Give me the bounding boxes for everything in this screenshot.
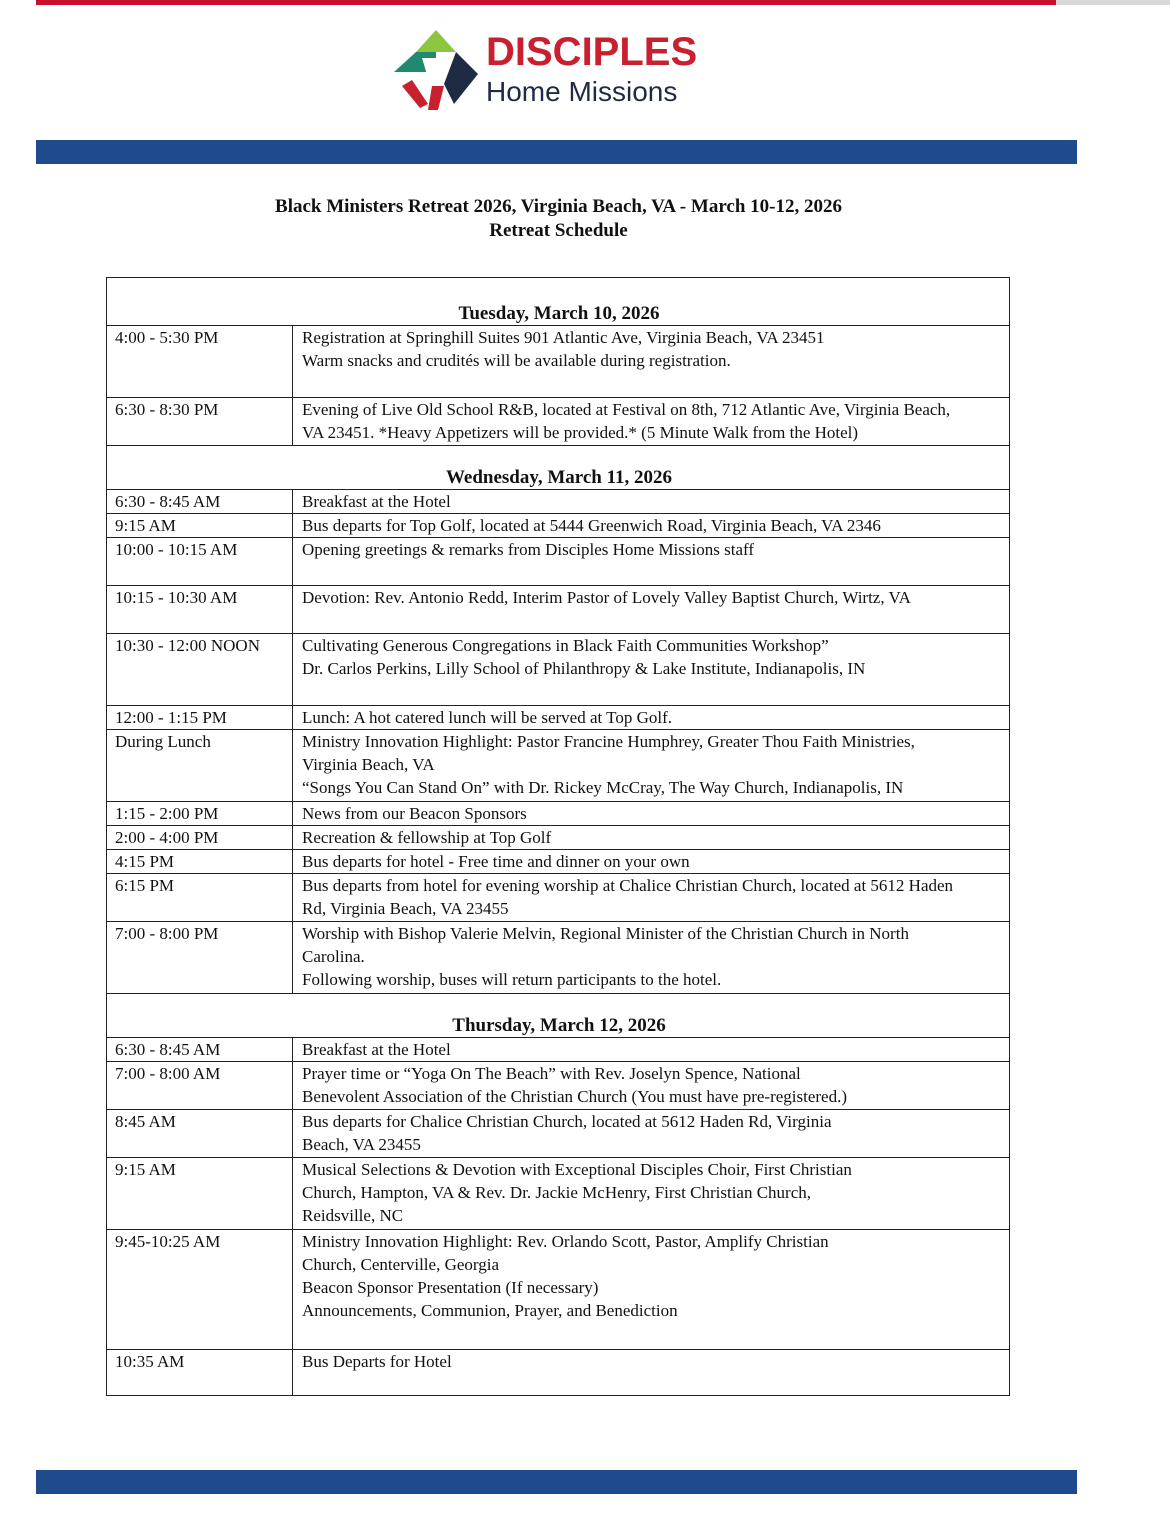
schedule-time: 6:30 - 8:45 AM xyxy=(107,1038,293,1062)
schedule-time: 9:15 AM xyxy=(107,1158,293,1230)
description-line: Rd, Virginia Beach, VA 23455 xyxy=(302,899,509,918)
description-line: Breakfast at the Hotel xyxy=(302,492,451,511)
description-line: Ministry Innovation Highlight: Rev. Orlando Scott, Pastor, Amplify Christian xyxy=(302,1232,829,1251)
schedule-row xyxy=(107,802,1010,826)
schedule-description xyxy=(293,1158,1010,1230)
description-line: Bus departs from hotel for evening worship at Chalice Christian Church, located at 5612 Haden xyxy=(302,876,954,895)
schedule-description xyxy=(293,1110,1010,1158)
schedule-time: 10:00 - 10:15 AM xyxy=(107,538,293,586)
schedule-row xyxy=(107,1350,1010,1396)
description-line: Announcements, Communion, Prayer, and Benediction xyxy=(302,1301,678,1320)
description-line: VA 23451. *Heavy Appetizers will be provided.* (5 Minute Walk from the Hotel) xyxy=(302,423,859,442)
document-title: Black Ministers Retreat 2026, Virginia Beach, VA - March 10-12, 2026 xyxy=(275,196,842,217)
schedule-time: 6:30 - 8:45 AM xyxy=(107,490,293,514)
description-line: Evening of Live Old School R&B, located at Festival on 8th, 712 Atlantic Ave, Virginia Beach, xyxy=(302,400,951,419)
schedule-time: 10:15 - 10:30 AM xyxy=(107,586,293,634)
description-line: Prayer time or “Yoga On The Beach” with Rev. Joselyn Spence, National xyxy=(302,1064,801,1083)
schedule-time: 10:30 - 12:00 NOON xyxy=(107,634,293,706)
description-line: Recreation & fellowship at Top Golf xyxy=(302,828,552,847)
schedule-row xyxy=(107,1062,1010,1110)
schedule-time: 4:15 PM xyxy=(107,850,293,874)
schedule-description xyxy=(293,634,1010,706)
description-line: Church, Hampton, VA & Rev. Dr. Jackie McHenry, First Christian Church, xyxy=(302,1183,812,1202)
logo xyxy=(392,28,698,112)
schedule-row xyxy=(107,634,1010,706)
disciples-chalice-logo-icon xyxy=(392,28,482,112)
schedule-time: 4:00 - 5:30 PM xyxy=(107,326,293,398)
schedule-row xyxy=(107,586,1010,634)
logo-wordmark-home-missions: Home Missions xyxy=(486,76,678,107)
schedule-description xyxy=(293,850,1010,874)
schedule-description xyxy=(293,1038,1010,1062)
schedule-row xyxy=(107,1230,1010,1350)
description-line: Registration at Springhill Suites 901 Atlantic Ave, Virginia Beach, VA 23451 xyxy=(302,328,825,347)
description-line: Benevolent Association of the Christian Church (You must have pre-registered.) xyxy=(302,1087,847,1106)
schedule-time: 10:35 AM xyxy=(107,1350,293,1396)
top-red-rule xyxy=(36,0,1056,5)
schedule-time: 1:15 - 2:00 PM xyxy=(107,802,293,826)
description-line: Carolina. xyxy=(302,947,365,966)
description-line: Devotion: Rev. Antonio Redd, Interim Pastor of Lovely Valley Baptist Church, Wirtz, VA xyxy=(302,588,911,607)
document-subtitle: Retreat Schedule xyxy=(489,220,628,241)
schedule-time: 7:00 - 8:00 AM xyxy=(107,1062,293,1110)
description-line: Beacon Sponsor Presentation (If necessary) xyxy=(302,1278,599,1297)
header-blue-band xyxy=(36,140,1077,164)
description-line: Dr. Carlos Perkins, Lilly School of Philanthropy & Lake Institute, Indianapolis, IN xyxy=(302,659,866,678)
schedule-row xyxy=(107,514,1010,538)
description-line: Lunch: A hot catered lunch will be served at Top Golf. xyxy=(302,708,673,727)
description-line: “Songs You Can Stand On” with Dr. Rickey McCray, The Way Church, Indianapolis, IN xyxy=(302,778,904,797)
schedule-description xyxy=(293,1062,1010,1110)
description-line: Bus Departs for Hotel xyxy=(302,1352,452,1371)
schedule-table xyxy=(106,277,1010,1396)
day-header-wednesday xyxy=(107,446,1010,490)
schedule-description xyxy=(293,1350,1010,1396)
day-header-thursday xyxy=(107,994,1010,1038)
schedule-description xyxy=(293,730,1010,802)
schedule-time: 9:15 AM xyxy=(107,514,293,538)
schedule-row xyxy=(107,922,1010,994)
schedule-row xyxy=(107,1110,1010,1158)
schedule-row xyxy=(107,1158,1010,1230)
description-line: Opening greetings & remarks from Disciples Home Missions staff xyxy=(302,540,755,559)
description-line: Musical Selections & Devotion with Exceptional Disciples Choir, First Christian xyxy=(302,1160,852,1179)
schedule-time: 6:30 - 8:30 PM xyxy=(107,398,293,446)
schedule-time: 6:15 PM xyxy=(107,874,293,922)
description-line: Worship with Bishop Valerie Melvin, Regional Minister of the Christian Church in North xyxy=(302,924,909,943)
schedule-row xyxy=(107,1038,1010,1062)
schedule-row xyxy=(107,538,1010,586)
description-line: Breakfast at the Hotel xyxy=(302,1040,451,1059)
day-header-tuesday xyxy=(107,278,1010,326)
schedule-time: 2:00 - 4:00 PM xyxy=(107,826,293,850)
schedule-time: 12:00 - 1:15 PM xyxy=(107,706,293,730)
schedule-row xyxy=(107,826,1010,850)
day-heading: Tuesday, March 10, 2026 xyxy=(107,278,1010,326)
description-line: Cultivating Generous Congregations in Black Faith Communities Workshop” xyxy=(302,636,829,655)
schedule-row xyxy=(107,850,1010,874)
description-line: Warm snacks and crudités will be available during registration. xyxy=(302,351,731,370)
description-line: Following worship, buses will return participants to the hotel. xyxy=(302,970,722,989)
logo-wordmark-disciples: DISCIPLES xyxy=(486,30,698,74)
schedule-time: 7:00 - 8:00 PM xyxy=(107,922,293,994)
description-line: Bus departs for hotel - Free time and dinner on your own xyxy=(302,852,690,871)
description-line: News from our Beacon Sponsors xyxy=(302,804,527,823)
schedule-description xyxy=(293,802,1010,826)
description-line: Ministry Innovation Highlight: Pastor Francine Humphrey, Greater Thou Faith Ministries, xyxy=(302,732,915,751)
schedule-row xyxy=(107,398,1010,446)
description-line: Beach, VA 23455 xyxy=(302,1135,421,1154)
schedule-time: 8:45 AM xyxy=(107,1110,293,1158)
description-line: Bus departs for Top Golf, located at 5444 Greenwich Road, Virginia Beach, VA 2346 xyxy=(302,516,881,535)
description-line: Reidsville, NC xyxy=(302,1206,404,1225)
schedule-row xyxy=(107,706,1010,730)
footer-blue-band xyxy=(36,1470,1077,1494)
day-heading: Thursday, March 12, 2026 xyxy=(107,994,1010,1038)
schedule-description xyxy=(293,326,1010,398)
description-line: Church, Centerville, Georgia xyxy=(302,1255,500,1274)
schedule-row xyxy=(107,490,1010,514)
description-line: Bus departs for Chalice Christian Church, located at 5612 Haden Rd, Virginia xyxy=(302,1112,832,1131)
schedule-description xyxy=(293,922,1010,994)
schedule-time: During Lunch xyxy=(107,730,293,802)
schedule-description xyxy=(293,826,1010,850)
description-line: Virginia Beach, VA xyxy=(302,755,435,774)
schedule-description xyxy=(293,706,1010,730)
schedule-description xyxy=(293,1230,1010,1350)
schedule-description xyxy=(293,874,1010,922)
schedule-row xyxy=(107,730,1010,802)
day-heading: Wednesday, March 11, 2026 xyxy=(107,446,1010,490)
schedule-description xyxy=(293,490,1010,514)
schedule-row xyxy=(107,326,1010,398)
schedule-description xyxy=(293,538,1010,586)
schedule-description xyxy=(293,398,1010,446)
schedule-description xyxy=(293,514,1010,538)
schedule-description xyxy=(293,586,1010,634)
schedule-time: 9:45-10:25 AM xyxy=(107,1230,293,1350)
schedule-row xyxy=(107,874,1010,922)
top-gray-rule xyxy=(1056,0,1170,5)
